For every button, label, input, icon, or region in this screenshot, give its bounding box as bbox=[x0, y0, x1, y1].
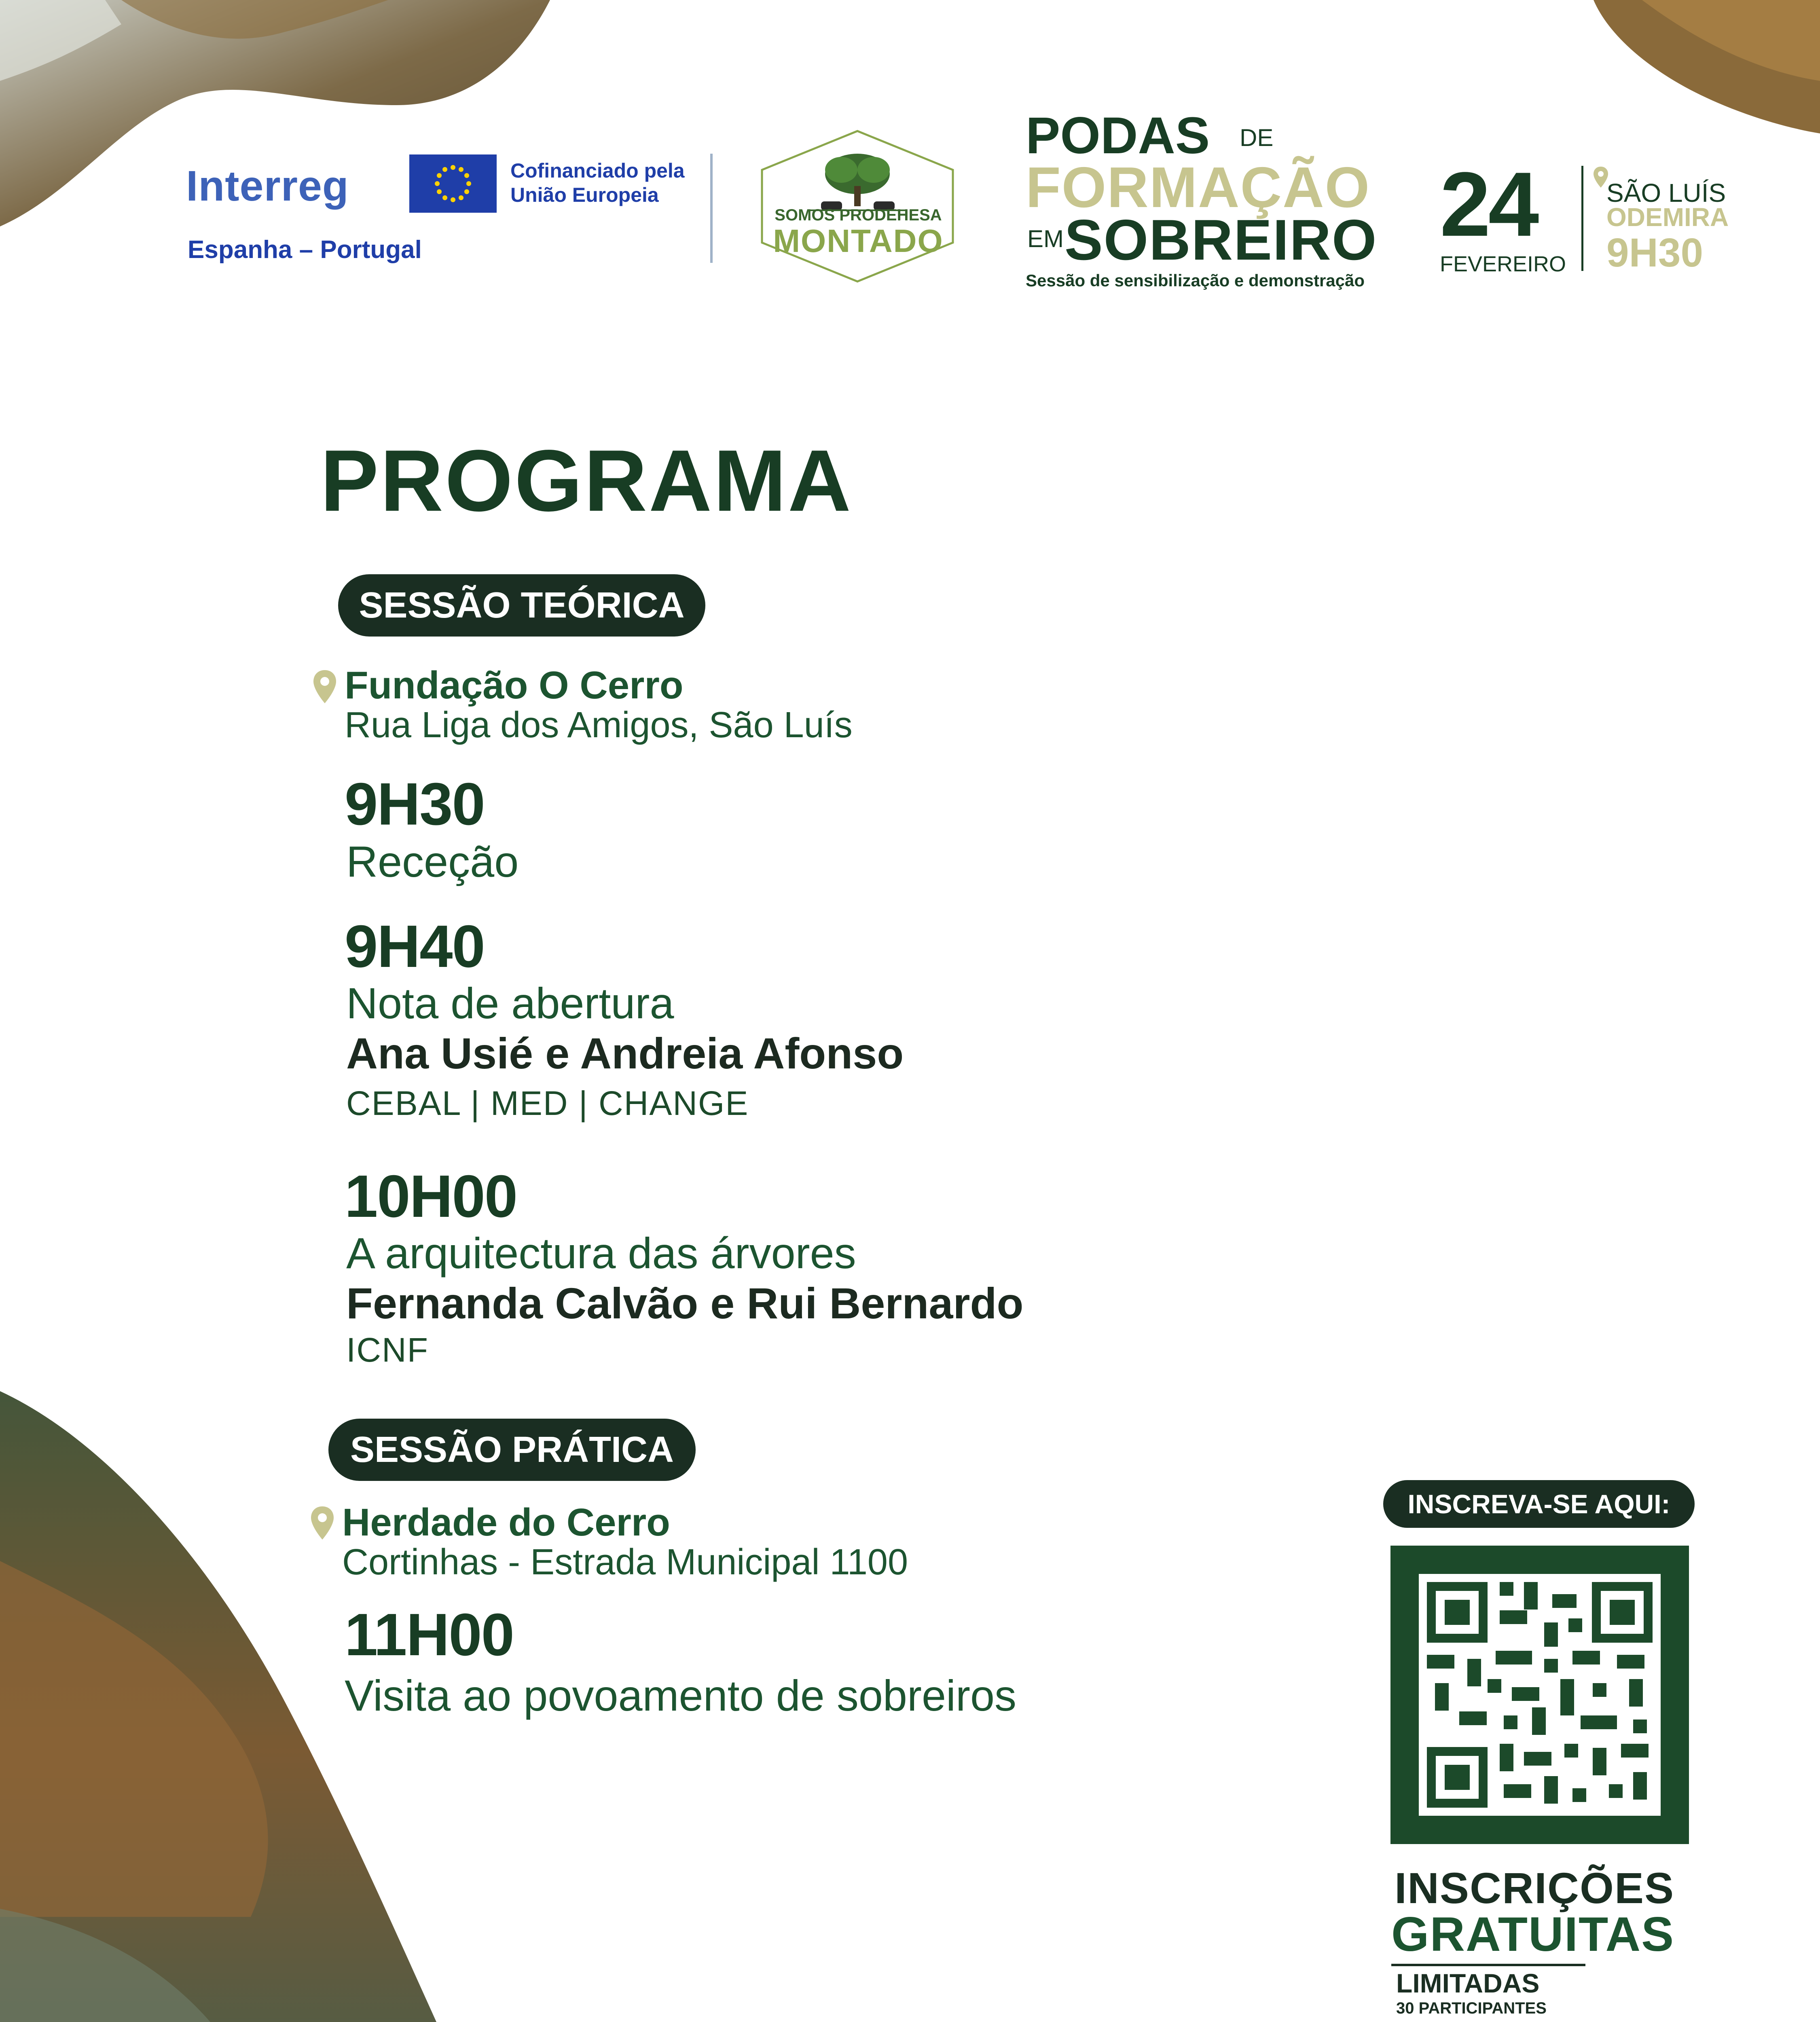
schedule-activity: Nota de abertura bbox=[346, 979, 674, 1028]
practice-place: Herdade do Cerro bbox=[342, 1501, 670, 1544]
location-pin-icon bbox=[310, 1505, 335, 1541]
registration-participants: 30 PARTICIPANTES bbox=[1396, 1999, 1547, 2017]
event-month: FEVEREIRO bbox=[1440, 252, 1566, 276]
theory-session-badge: SESSÃO TEÓRICA bbox=[338, 574, 705, 637]
cofinanced-line1: Cofinanciado pela bbox=[510, 159, 685, 182]
schedule-time: 9H40 bbox=[345, 913, 485, 980]
schedule-organization: CEBAL | MED | CHANGE bbox=[346, 1084, 749, 1122]
schedule-time: 9H30 bbox=[345, 771, 485, 838]
event-title-sobreiro: SOBREIRO bbox=[1064, 208, 1378, 272]
interreg-region: Espanha – Portugal bbox=[188, 236, 422, 264]
event-time: 9H30 bbox=[1606, 230, 1704, 275]
schedule-activity: A arquitectura das árvores bbox=[346, 1229, 856, 1277]
event-title-em: EM bbox=[1027, 225, 1064, 252]
event-day: 24 bbox=[1440, 153, 1537, 255]
theory-address: Rua Liga dos Amigos, São Luís bbox=[345, 705, 853, 745]
schedule-time: 10H00 bbox=[345, 1163, 517, 1230]
event-location-city: SÃO LUÍS bbox=[1606, 178, 1726, 207]
somos-logo-line1: SOMOS PRODEHESA bbox=[775, 206, 942, 224]
schedule-time: 11H00 bbox=[345, 1601, 514, 1668]
practice-address: Cortinhas - Estrada Municipal 1100 bbox=[342, 1542, 908, 1582]
practice-session-badge: SESSÃO PRÁTICA bbox=[328, 1419, 696, 1481]
schedule-activity: Visita ao povoamento de sobreiros bbox=[345, 1671, 1017, 1720]
registration-free-line1: INSCRIÇÕES bbox=[1395, 1863, 1675, 1912]
theory-place: Fundação O Cerro bbox=[345, 664, 684, 707]
somos-logo-line2: MONTADO bbox=[773, 223, 944, 259]
date-divider bbox=[1581, 166, 1583, 271]
qr-code-icon[interactable] bbox=[1390, 1546, 1689, 1844]
tree-photo-top-right bbox=[1594, 0, 1820, 133]
location-pin-icon bbox=[312, 669, 337, 704]
event-title-formacao: FORMAÇÃO bbox=[1026, 155, 1371, 220]
event-title-de: DE bbox=[1240, 124, 1274, 151]
registration-limit: LIMITADAS bbox=[1396, 1968, 1540, 1998]
schedule-speakers: Fernanda Calvão e Rui Bernardo bbox=[346, 1279, 1024, 1328]
register-here-badge[interactable]: INSCREVA-SE AQUI: bbox=[1383, 1480, 1695, 1528]
program-title: PROGRAMA bbox=[320, 431, 853, 529]
schedule-organization: ICNF bbox=[346, 1331, 429, 1369]
schedule-speakers: Ana Usié e Andreia Afonso bbox=[346, 1029, 904, 1078]
header-divider bbox=[710, 154, 713, 263]
event-location-municipality: ODEMIRA bbox=[1606, 203, 1729, 232]
eu-flag-icon bbox=[409, 154, 497, 213]
event-subtitle: Sessão de sensibilização e demonstração bbox=[1026, 271, 1365, 290]
interreg-logo-text: Interreg bbox=[186, 162, 349, 210]
cofinanced-text bbox=[510, 159, 685, 207]
cofinanced-line2: União Europeia bbox=[510, 184, 659, 206]
schedule-activity: Receção bbox=[346, 837, 519, 886]
limit-divider bbox=[1391, 1964, 1585, 1966]
registration-free-line2: GRATUITAS bbox=[1391, 1907, 1675, 1961]
event-title-podas: PODAS bbox=[1026, 107, 1210, 165]
